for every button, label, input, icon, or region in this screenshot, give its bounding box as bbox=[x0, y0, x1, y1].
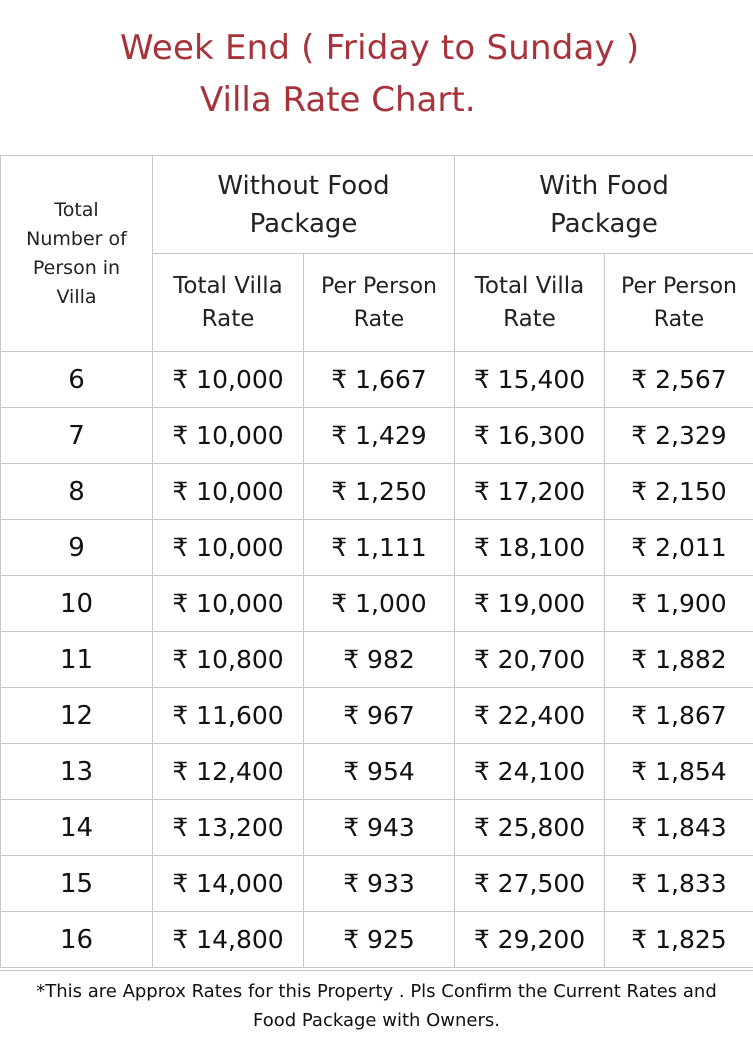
persons-cell: 8 bbox=[1, 464, 153, 520]
persons-cell: 13 bbox=[1, 744, 153, 800]
rate-table bbox=[0, 155, 753, 968]
table-row bbox=[1, 688, 753, 744]
without-food-total-cell: ₹ 10,000 bbox=[153, 520, 304, 576]
with-food-per-person-cell: ₹ 1,882 bbox=[605, 632, 753, 688]
without-food-total-cell: ₹ 11,600 bbox=[153, 688, 304, 744]
persons-cell: 16 bbox=[1, 912, 153, 968]
without-food-total-cell: ₹ 10,000 bbox=[153, 464, 304, 520]
persons-cell: 9 bbox=[1, 520, 153, 576]
with-food-total-cell: ₹ 29,200 bbox=[455, 912, 605, 968]
table-row bbox=[1, 800, 753, 856]
table-row bbox=[1, 856, 753, 912]
persons-cell: 11 bbox=[1, 632, 153, 688]
without-food-per-person-cell: ₹ 967 bbox=[304, 688, 455, 744]
header-persons-label: Total Number of Person in Villa bbox=[26, 198, 127, 308]
persons-cell: 7 bbox=[1, 408, 153, 464]
with-food-total-cell: ₹ 18,100 bbox=[455, 520, 605, 576]
without-food-total-cell: ₹ 14,800 bbox=[153, 912, 304, 968]
with-food-per-person-cell: ₹ 2,329 bbox=[605, 408, 753, 464]
with-food-per-person-cell: ₹ 1,900 bbox=[605, 576, 753, 632]
with-food-per-person-cell: ₹ 1,833 bbox=[605, 856, 753, 912]
header-persons bbox=[1, 156, 153, 352]
with-food-total-cell: ₹ 16,300 bbox=[455, 408, 605, 464]
without-food-per-person-cell: ₹ 1,667 bbox=[304, 352, 455, 408]
title-line-1: Week End ( Friday to Sunday ) bbox=[120, 28, 640, 68]
header-wo-pp-label: Per Person Rate bbox=[321, 273, 437, 332]
without-food-per-person-cell: ₹ 1,429 bbox=[304, 408, 455, 464]
with-food-total-cell: ₹ 20,700 bbox=[455, 632, 605, 688]
with-food-per-person-cell: ₹ 2,567 bbox=[605, 352, 753, 408]
table-row bbox=[1, 408, 753, 464]
header-with-food-label: With Food Package bbox=[539, 170, 669, 239]
without-food-total-cell: ₹ 12,400 bbox=[153, 744, 304, 800]
without-food-per-person-cell: ₹ 982 bbox=[304, 632, 455, 688]
with-food-per-person-cell: ₹ 1,854 bbox=[605, 744, 753, 800]
title-block bbox=[0, 0, 753, 155]
with-food-per-person-cell: ₹ 1,843 bbox=[605, 800, 753, 856]
with-food-per-person-cell: ₹ 1,825 bbox=[605, 912, 753, 968]
without-food-per-person-cell: ₹ 954 bbox=[304, 744, 455, 800]
header-wo-total-label: Total Villa Rate bbox=[173, 272, 283, 332]
without-food-per-person-cell: ₹ 1,111 bbox=[304, 520, 455, 576]
table-row bbox=[1, 744, 753, 800]
table-row bbox=[1, 464, 753, 520]
header-w-total bbox=[455, 254, 605, 352]
with-food-total-cell: ₹ 25,800 bbox=[455, 800, 605, 856]
table-row bbox=[1, 632, 753, 688]
persons-cell: 6 bbox=[1, 352, 153, 408]
without-food-total-cell: ₹ 10,000 bbox=[153, 352, 304, 408]
persons-cell: 14 bbox=[1, 800, 153, 856]
without-food-total-cell: ₹ 10,000 bbox=[153, 576, 304, 632]
without-food-per-person-cell: ₹ 943 bbox=[304, 800, 455, 856]
with-food-total-cell: ₹ 15,400 bbox=[455, 352, 605, 408]
without-food-per-person-cell: ₹ 1,250 bbox=[304, 464, 455, 520]
without-food-total-cell: ₹ 14,000 bbox=[153, 856, 304, 912]
without-food-per-person-cell: ₹ 925 bbox=[304, 912, 455, 968]
header-wo-pp bbox=[304, 254, 455, 352]
with-food-per-person-cell: ₹ 2,150 bbox=[605, 464, 753, 520]
header-w-pp bbox=[605, 254, 753, 352]
with-food-total-cell: ₹ 17,200 bbox=[455, 464, 605, 520]
with-food-total-cell: ₹ 24,100 bbox=[455, 744, 605, 800]
without-food-total-cell: ₹ 10,000 bbox=[153, 408, 304, 464]
table-row bbox=[1, 520, 753, 576]
header-without-food bbox=[153, 156, 455, 254]
footnote: *This are Approx Rates for this Property . Pls Confirm the Current Rates and Food Package with Owners. bbox=[0, 970, 753, 1040]
without-food-total-cell: ₹ 13,200 bbox=[153, 800, 304, 856]
persons-cell: 10 bbox=[1, 576, 153, 632]
with-food-total-cell: ₹ 19,000 bbox=[455, 576, 605, 632]
with-food-per-person-cell: ₹ 2,011 bbox=[605, 520, 753, 576]
header-wo-total bbox=[153, 254, 304, 352]
header-w-total-label: Total Villa Rate bbox=[474, 272, 585, 332]
without-food-per-person-cell: ₹ 933 bbox=[304, 856, 455, 912]
title-line-2: Villa Rate Chart. bbox=[200, 80, 476, 120]
with-food-per-person-cell: ₹ 1,867 bbox=[605, 688, 753, 744]
table-row bbox=[1, 576, 753, 632]
persons-cell: 12 bbox=[1, 688, 153, 744]
table-row bbox=[1, 352, 753, 408]
header-without-food-label: Without Food Package bbox=[217, 170, 390, 239]
persons-cell: 15 bbox=[1, 856, 153, 912]
rate-table-body bbox=[1, 352, 753, 968]
header-row-groups bbox=[1, 156, 753, 254]
without-food-per-person-cell: ₹ 1,000 bbox=[304, 576, 455, 632]
header-w-pp-label: Per Person Rate bbox=[621, 273, 737, 332]
table-row bbox=[1, 912, 753, 968]
header-with-food bbox=[455, 156, 753, 254]
with-food-total-cell: ₹ 27,500 bbox=[455, 856, 605, 912]
with-food-total-cell: ₹ 22,400 bbox=[455, 688, 605, 744]
without-food-total-cell: ₹ 10,800 bbox=[153, 632, 304, 688]
